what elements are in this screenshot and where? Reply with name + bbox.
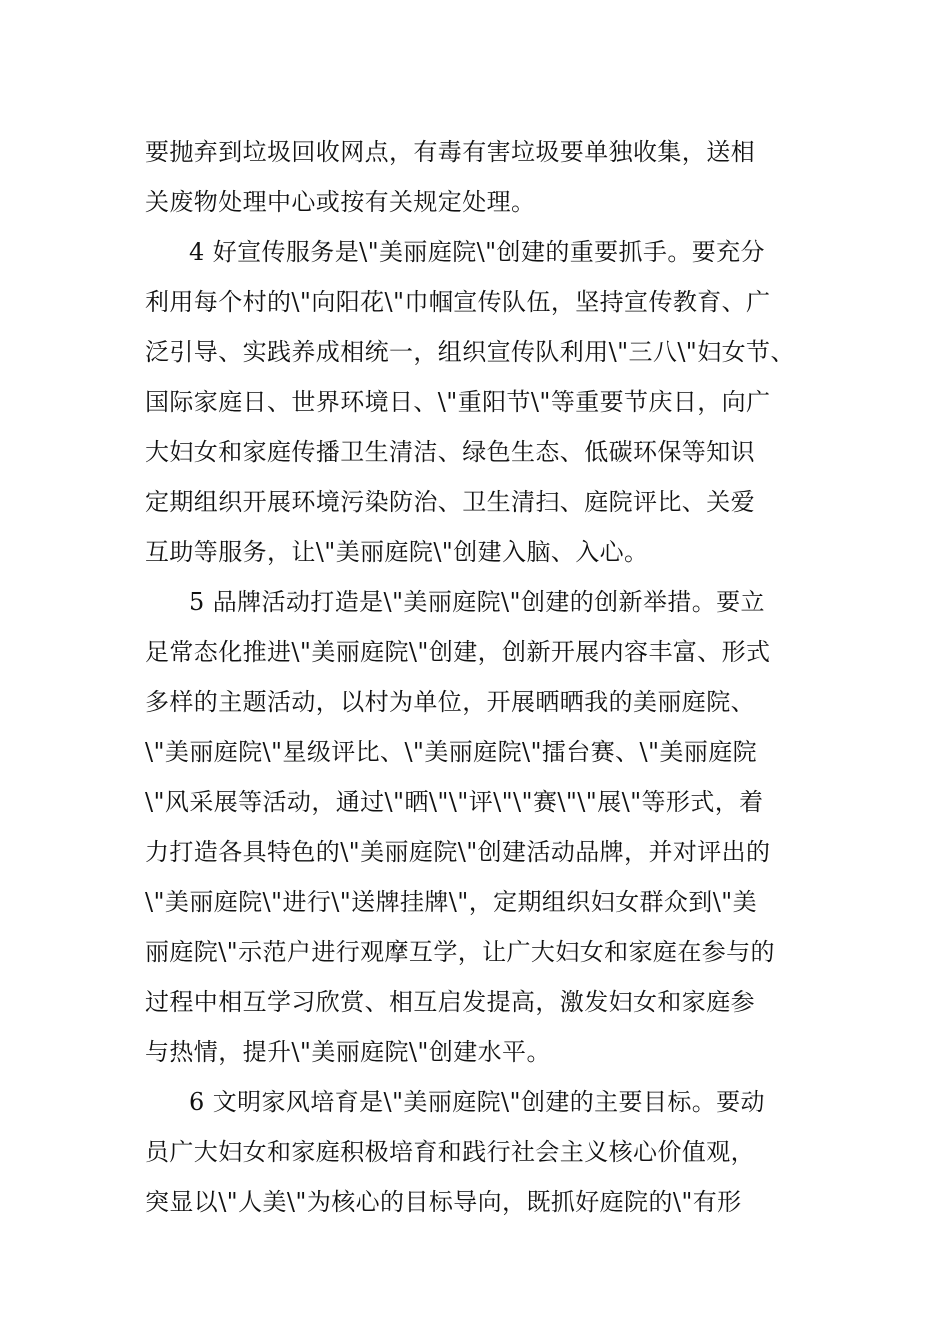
text-line: 定期组织开展环境污染防治、卫生清扫、庭院评比、关爱: [145, 488, 755, 516]
text-line: 足常态化推进\"美丽庭院\"创建，创新开展内容丰富、形式: [145, 638, 771, 666]
text-line: \"风采展等活动，通过\"晒\"\"评\"\"赛\"\"展\"等形式，着: [145, 788, 764, 816]
text-line: 国际家庭日、世界环境日、\"重阳节\"等重要节庆日，向广: [145, 388, 771, 416]
text-line: 互助等服务，让\"美丽庭院\"创建入脑、入心。: [145, 538, 649, 566]
text-line: 突显以\"人美\"为核心的目标导向，既抓好庭院的\"有形: [145, 1188, 742, 1216]
text-line: 泛引导、实践养成相统一，组织宣传队利用\"三八\"妇女节、: [145, 338, 795, 366]
text-line: 力打造各具特色的\"美丽庭院\"创建活动品牌，并对评出的: [145, 838, 771, 866]
text-line: \"美丽庭院\"进行\"送牌挂牌\"，定期组织妇女群众到\"美: [145, 888, 758, 916]
paragraph-6-start: 6 文明家风培育是\"美丽庭院\"创建的主要目标。要动: [189, 1088, 765, 1116]
text-line: 与热情，提升\"美丽庭院\"创建水平。: [145, 1038, 551, 1066]
text-line: 利用每个村的\"向阳花\"巾帼宣传队伍，坚持宣传教育、广: [145, 288, 771, 316]
text-line: 丽庭院\"示范户进行观摩互学，让广大妇女和家庭在参与的: [145, 938, 775, 966]
text-line: \"美丽庭院\"星级评比、\"美丽庭院\"擂台赛、\"美丽庭院: [145, 738, 758, 766]
text-line: 过程中相互学习欣赏、相互启发提高，激发妇女和家庭参: [145, 988, 755, 1016]
text-line: 要抛弃到垃圾回收网点，有毒有害垃圾要单独收集，送相: [145, 138, 755, 166]
text-line: 多样的主题活动，以村为单位，开展晒晒我的美丽庭院、: [145, 688, 755, 716]
text-line: 关废物处理中心或按有关规定处理。: [145, 188, 536, 216]
text-line: 大妇女和家庭传播卫生清洁、绿色生态、低碳环保等知识: [145, 438, 755, 466]
paragraph-4-start: 4 好宣传服务是\"美丽庭院\"创建的重要抓手。要充分: [189, 238, 765, 266]
paragraph-5-start: 5 品牌活动打造是\"美丽庭院\"创建的创新举措。要立: [189, 588, 765, 616]
text-line: 员广大妇女和家庭积极培育和践行社会主义核心价值观，: [145, 1138, 755, 1166]
